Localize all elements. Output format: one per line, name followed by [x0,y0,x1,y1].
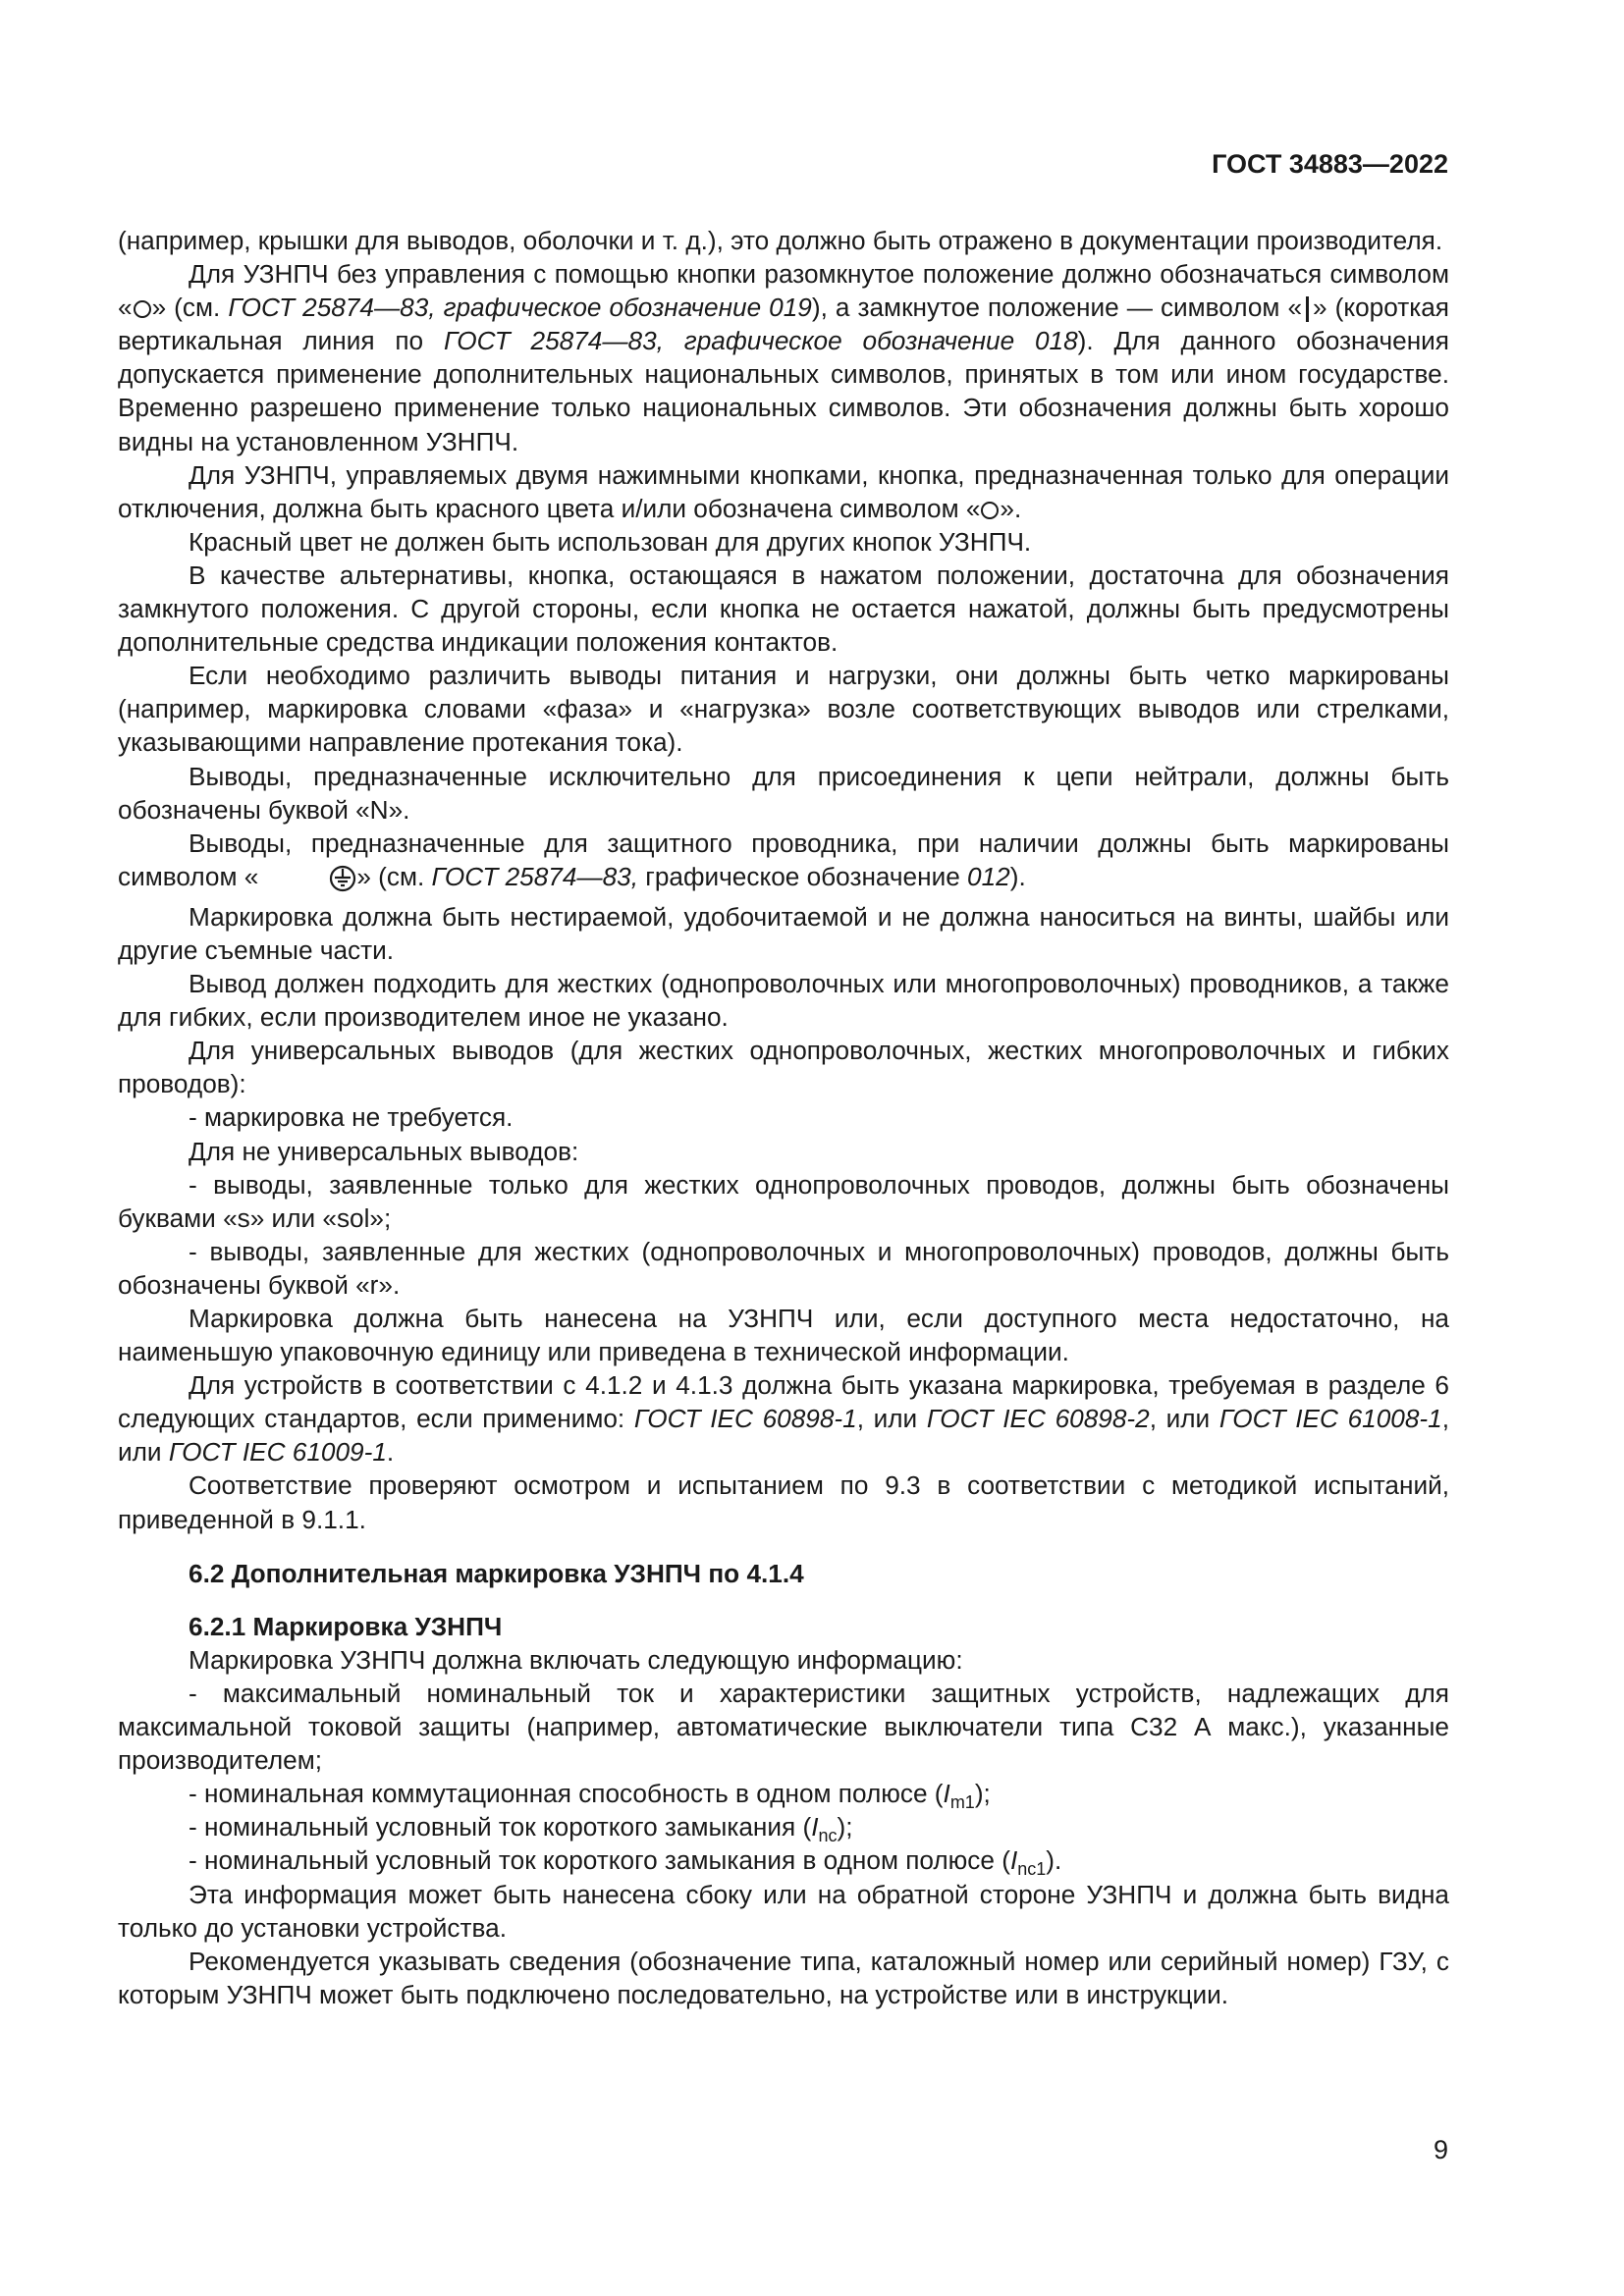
list-item: - выводы, заявленные только для жестких однопроволочных проводов, должны быть обозначены буквами «s» или «sol»; [118,1169,1449,1233]
paragraph-two-buttons: Для УЗНПЧ, управляемых двумя нажимными кнопками, кнопка, предназначенная только для операции отключения, должна быть красного цвета и/или обозначена символом « ». [118,459,1449,523]
off-circle-symbol-icon [134,300,151,318]
paragraph: Рекомендуется указывать сведения (обозначение типа, каталожный номер или серийный номер) ГЗУ, с которым УЗНПЧ может быть подключено последовательно, на устройстве или в инструкции. [118,1946,1449,2009]
paragraph: (например, крышки для выводов, оболочки и т. д.), это должно быть отражено в документации производителя. [118,226,1443,255]
standard-designation: ГОСТ 34883—2022 [1212,149,1448,179]
list-item: - номинальный условный ток короткого замыкания $(I_{nc})$; [189,1812,853,1846]
subsection-heading: 6.2.1 Маркировка УЗНПЧ [189,1611,503,1641]
paragraph: Соответствие проверяют осмотром и испытанием по 9.3 в соответствии с методикой испытаний, приведенной в 9.1.1. [118,1470,1449,1534]
paragraph: Эта информация может быть нанесена сбоку или на обратной стороне УЗНПЧ и должна быть видна только до установки устройства. [118,1879,1449,1943]
paragraph-standards: Для устройств в соответствии с 4.1.2 и 4.1.3 должна быть указана маркировка, требуемая в разделе 6 следующих стандартов, если применимо: ГОСТ IEC 60898-1, или ГОСТ IEC 60898-2, или ГОСТ IEC 61008-1, или ГОСТ IEC 61009-1. [118,1370,1449,1468]
paragraph: Маркировка УЗНПЧ должна включать следующую информацию: [189,1644,963,1675]
paragraph: Для не универсальных выводов: [189,1136,579,1166]
list-item: - номинальный условный ток короткого замыкания в одном полюсе $(I_{nc1})$. [189,1845,1062,1880]
section-heading: 6.2 Дополнительная маркировка УЗНПЧ по 4.1.4 [189,1558,804,1588]
paragraph: Для универсальных выводов (для жестких однопроволочных, жестких многопроволочных и гибких проводов): [118,1036,1449,1099]
list-item: - выводы, заявленные для жестких (однопроволочных и многопроволочных) проводов, должны быть обозначены буквой «r». [118,1236,1449,1300]
paragraph: Если необходимо различить выводы питания и нагрузки, они должны быть четко маркированы (например, маркировка словами «фаза» и «нагрузка» возле соответствующих выводов или стрелками, указывающими направление протекания тока). [118,661,1449,758]
paragraph: В качестве альтернативы, кнопка, остающаяся в нажатом положении, достаточна для обозначения замкнутого положения. С другой стороны, если кнопка не остается нажатой, должны быть предусмотрены дополнительные средства индикации положения контактов. [118,560,1449,658]
list-item: - максимальный номинальный ток и характеристики защитных устройств, надлежащих для максимальной токовой защиты (например, автоматические выключатели типа С32 А макс.), указанные производителем; [118,1678,1449,1776]
on-vertical-line-symbol-icon [1306,296,1309,322]
page-number: 9 [1433,2135,1448,2164]
protective-earth-symbol-icon [258,865,356,900]
paragraph: Маркировка должна быть нестираемой, удобочитаемой и не должна наноситься на винты, шайбы или другие съемные части. [118,901,1449,965]
document-body [118,224,1449,2011]
paragraph: Маркировка должна быть нанесена на УЗНПЧ или, если доступного места недостаточно, на наименьшую упаковочную единицу или приведена в технической информации. [118,1304,1449,1367]
paragraph: Выводы, предназначенные исключительно для присоединения к цепи нейтрали, должны быть обозначены буквой «N». [118,761,1449,825]
paragraph-symbols-open-closed: Для УЗНПЧ без управления с помощью кнопки разомкнутое положение должно обозначаться символом « » (см. ГОСТ 25874—83, графическое обозначение 019), а замкнутое положение — символом « » (короткая вертикальная линия по ГОСТ 25874—83, графическое обозначение 018). Для данного обозначения допускается применение дополнительных национальных символов, принятых в том или ином государстве. Временно разрешено применение только национальных символов. Эти обозначения должны быть хорошо видны на установленном УЗНПЧ. [118,259,1449,456]
paragraph: Вывод должен подходить для жестких (однопроволочных или многопроволочных) проводников, а также для гибких, если производителем иное не указано. [118,969,1449,1033]
paragraph-protective-conductor: Выводы, предназначенные для защитного проводника, при наличии должны быть маркированы символом « » (см. ГОСТ 25874—83, графическое обозначение 012). [118,827,1449,900]
off-circle-symbol-icon [981,502,999,519]
list-item: - номинальная коммутационная способность в одном полюсе $(I_{m1})$; [189,1779,991,1813]
paragraph: Красный цвет не должен быть использован для других кнопок УЗНПЧ. [189,526,1032,557]
list-item: - маркировка не требуется. [189,1102,514,1133]
